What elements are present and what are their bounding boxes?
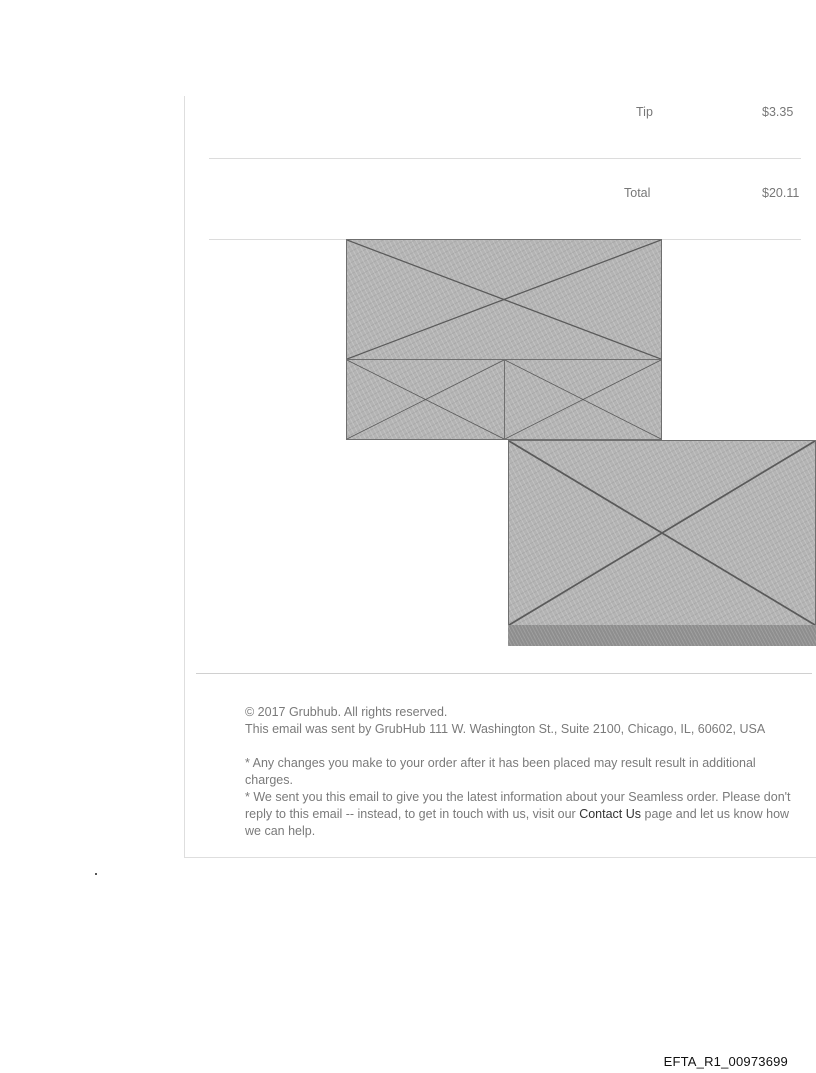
total-label: Total xyxy=(624,186,651,200)
image-placeholder-band xyxy=(508,625,816,646)
footer-note-changes xyxy=(245,755,805,789)
broken-image-placeholder xyxy=(508,440,816,626)
total-value: $20.11 xyxy=(762,186,800,200)
stray-dot xyxy=(95,873,97,875)
reply-note-suffix: page and let us know how we can help. xyxy=(245,807,790,838)
tip-value: $3.35 xyxy=(762,105,794,119)
broken-image-placeholder xyxy=(504,359,662,440)
document-id: EFTA_R1_00973699 xyxy=(663,1054,788,1069)
broken-image-placeholder xyxy=(346,239,662,360)
tip-label: Tip xyxy=(636,105,653,119)
footer-legal xyxy=(245,704,805,738)
footer-note-reply xyxy=(245,789,805,840)
address-text: This email was sent by GrubHub 111 W. Washington St., Suite 2100, Chicago, IL, 60602, USA xyxy=(245,722,766,736)
broken-image-placeholder xyxy=(346,359,505,440)
copyright-text: © 2017 Grubhub. All rights reserved. xyxy=(245,705,448,719)
footer-divider xyxy=(196,673,812,674)
reply-note xyxy=(245,789,805,840)
divider-after-tip xyxy=(209,158,801,159)
contact-us-link[interactable]: Contact Us xyxy=(579,807,642,821)
reply-note-prefix: * We sent you this email to give you the latest information about your Seamless order. Please don't reply to this email -- instead, to get in touch with us, visit our xyxy=(245,790,791,821)
changes-note: * Any changes you make to your order after it has been placed may result result in additional charges. xyxy=(245,756,756,787)
